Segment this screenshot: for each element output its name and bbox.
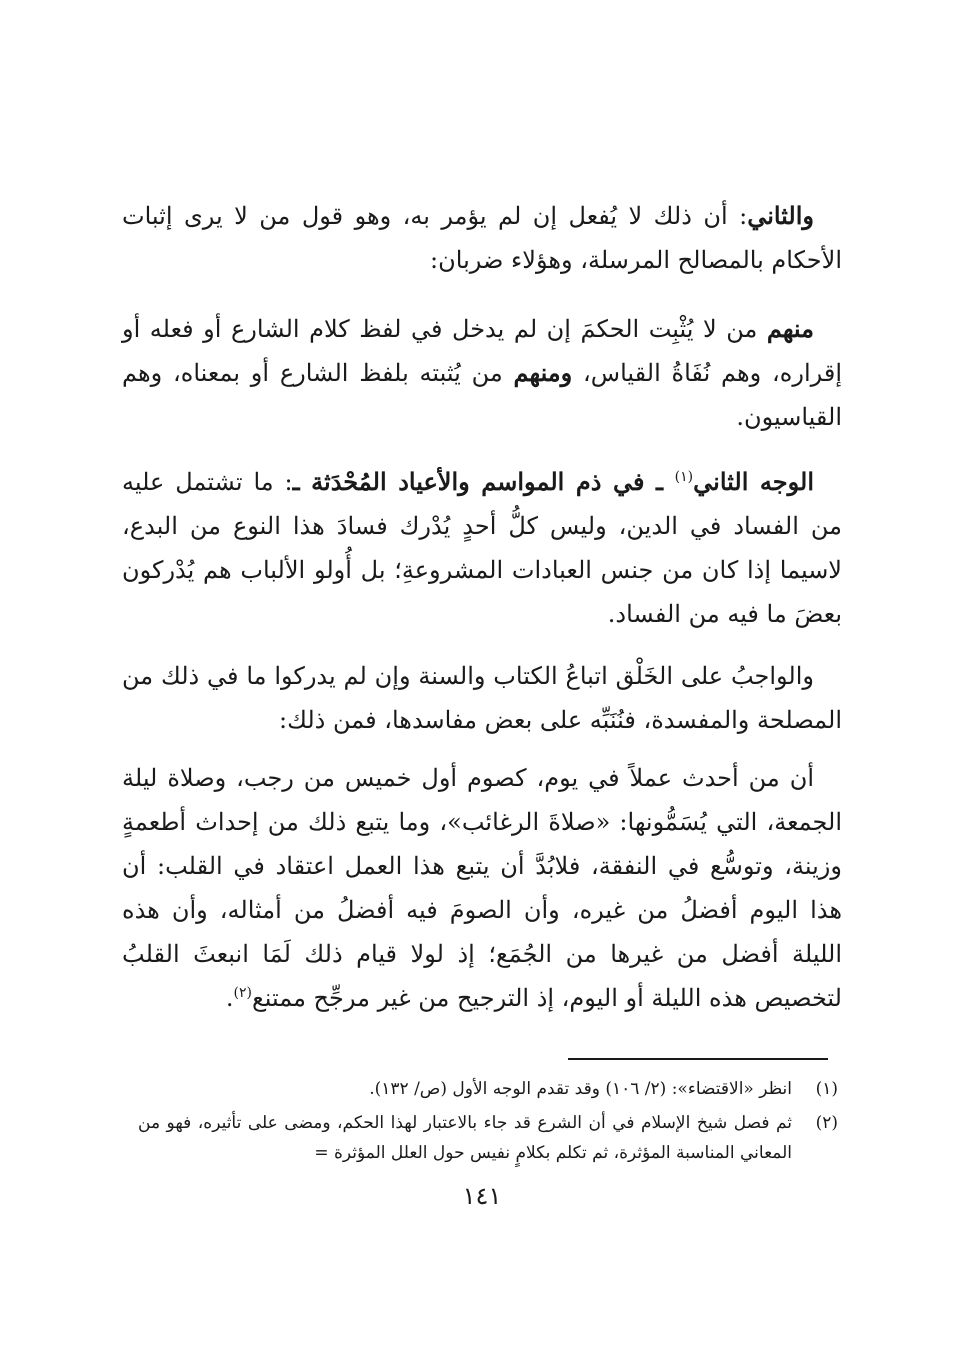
footnote-2 <box>138 1108 838 1168</box>
footnote-ref-1[interactable]: (١) <box>674 469 694 485</box>
footnote-ref-2[interactable]: (٢) <box>233 985 252 1001</box>
footnote-1 <box>138 1074 838 1104</box>
paragraph-second-aspect <box>122 460 842 636</box>
paragraph-obligation <box>122 654 842 742</box>
paragraph-innovation-example <box>122 756 842 1020</box>
paragraph-second-opinion <box>122 194 842 282</box>
footnote-divider <box>568 1058 828 1060</box>
footnote-number: (٢) <box>815 1113 838 1133</box>
paragraph-mid-bold: ومنهم <box>513 358 573 387</box>
section-heading: الوجه الثاني <box>693 467 815 496</box>
paragraph-text: : أن ذلك لا يُفعل إن لم يؤمر به، وهو قول من لا يرى إثبات الأحكام بالمصالح المرسلة، وهؤلاء ضربان: <box>122 202 842 274</box>
paragraph-end: . <box>225 984 234 1012</box>
paragraph-text: أن من أحدث عملاً في يوم، كصوم أول خميس من رجب، وصلاة ليلة الجمعة، التي يُسَمُّونها: «صلاةَ الرغائب»، وما يتبع ذلك من إحداث أطعمةٍ وزينة، وتوسُّع في النفقة، فلابُدَّ أن يتبع هذا العمل اعتقاد في القلب: أن هذا اليوم أفضلُ من غيره، وأن الصومَ فيه أفضلُ من أمثاله، وأن هذه الليلة أفضل من غيرها من الجُمَع؛ إذ لولا قيام ذلك لَمَا انبعثَ القلبُ لتخصيص هذه الليلة أو اليوم، إذ الترجيح من غير مرجِّح ممتنع <box>122 764 842 1012</box>
footnotes-section <box>138 1074 838 1172</box>
paragraph-text: والواجبُ على الخَلْق اتباعُ الكتاب والسنة وإن لم يدركوا ما في ذلك من المصلحة والمفسدة، فنُنَبِّه على بعض مفاسدها، فمن ذلك: <box>122 662 842 734</box>
paragraph-text: من لا يُثْبِت الحكمَ إن لم يدخل في لفظ كلام الشارع أو فعله أو إقراره، وهم نُفَاةُ القياس، <box>122 315 843 387</box>
paragraph-lead-bold: والثاني <box>747 201 814 230</box>
footnote-number: (١) <box>815 1079 838 1099</box>
paragraph-text: : ما تشتمل عليه من الفساد في الدين، وليس كلُّ أحدٍ يُدْرك فسادَ هذا النوع من البدع، لاسيما إذا كان من جنس العبادات المشروعةِ؛ بل أُولو الألباب هم يُدْركون بعضَ ما فيه من الفساد. <box>122 468 842 628</box>
paragraph-lead-bold: منهم <box>766 314 814 343</box>
page-number: ١٤١ <box>462 1182 502 1210</box>
footnote-text: ثم فصل شيخ الإسلام في أن الشرع قد جاء بالاعتبار لهذا الحكم، ومضى على تأثيره، فهو من المعاني المناسبة المؤثرة، ثم تكلم بكلامٍ نفيس حول العلل المؤثرة = <box>138 1113 792 1163</box>
paragraph-text: من يُثبته بلفظ الشارع أو بمعناه، وهم القياسيون. <box>122 359 842 431</box>
section-subtitle: ـ في ذم المواسم والأعياد المُحْدَثة ـ <box>292 467 675 496</box>
footnote-text: انظر «الاقتضاء»: (٢/ ١٠٦) وقد تقدم الوجه الأول (ص/ ١٣٢). <box>369 1079 792 1099</box>
paragraph-two-groups <box>122 307 842 439</box>
